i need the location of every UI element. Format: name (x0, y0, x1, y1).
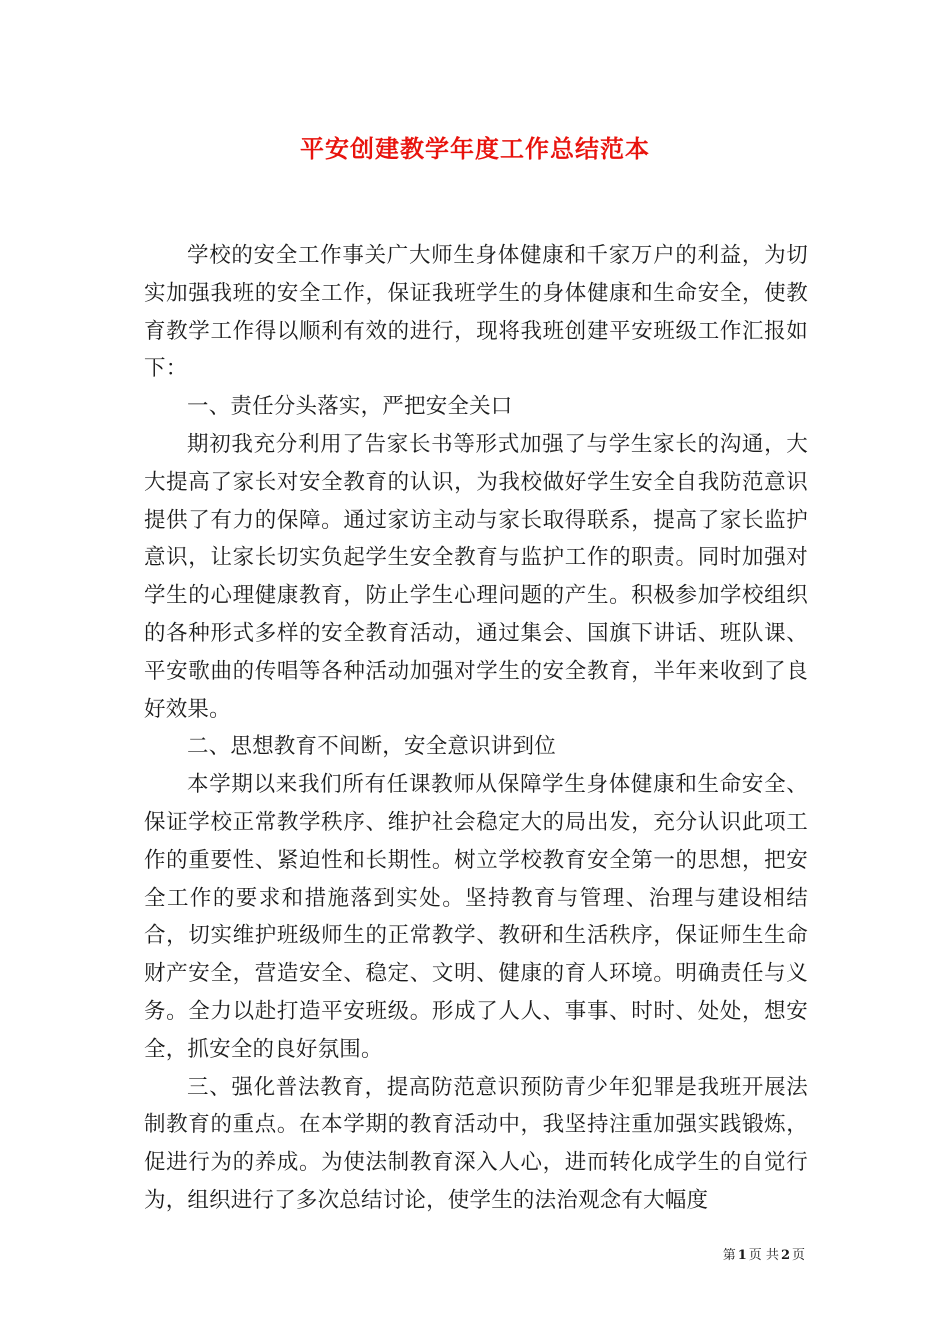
footer-suffix: 页 (791, 1248, 805, 1263)
section-paragraph-3: 三、强化普法教育，提高防范意识预防青少年犯罪是我班开展法制教育的重点。在本学期的教育活动中，我坚持注重加强实践锻炼，促进行为的养成。为使法制教育深入人心，进而转化成学生的自觉行为，组织进行了多次总结讨论，使学生的法治观念有大幅度 (144, 1074, 808, 1213)
footer-prefix: 第 (722, 1248, 736, 1263)
footer-middle: 页 共 (748, 1248, 779, 1263)
intro-paragraph: 学校的安全工作事关广大师生身体健康和千家万户的利益，为切实加强我班的安全工作，保证我班学生的身体健康和生命安全，使教育教学工作得以顺利有效的进行，现将我班创建平安班级工作汇报如下： (144, 243, 808, 382)
current-page-number: 1 (737, 1248, 747, 1263)
section-heading-1: 一、责任分头落实，严把安全关口 (187, 394, 513, 420)
section-paragraph-1: 期初我充分利用了告家长书等形式加强了与学生家长的沟通，大大提高了家长对安全教育的认识，为我校做好学生安全自我防范意识提供了有力的保障。通过家访主动与家长取得联系，提高了家长监护意识，让家长切实负起学生安全教育与监护工作的职责。同时加强对学生的心理健康教育，防止学生心理问题的产生。积极参加学校组织的各种形式多样的安全教育活动，通过集会、国旗下讲话、班队课、平安歌曲的传唱等各种活动加强对学生的安全教育，半年来收到了良好效果。 (144, 431, 808, 722)
document-title: 平安创建教学年度工作总结范本 (300, 134, 650, 163)
total-page-number: 2 (780, 1248, 790, 1263)
section-paragraph-2: 本学期以来我们所有任课教师从保障学生身体健康和生命安全、保证学校正常教学秩序、维护社会稳定大的局出发，充分认识此项工作的重要性、紧迫性和长期性。树立学校教育安全第一的思想，把安全工作的要求和措施落到实处。坚持教育与管理、治理与建设相结合，切实维护班级师生的正常教学、教研和生活秩序，保证师生生命财产安全，营造安全、稳定、文明、健康的育人环境。明确责任与义务。全力以赴打造平安班级。形成了人人、事事、时时、处处，想安全，抓安全的良好氛围。 (144, 772, 808, 1062)
page-number-footer (723, 1247, 805, 1265)
section-heading-2: 二、思想教育不间断，安全意识讲到位 (187, 734, 556, 760)
document-body (144, 237, 808, 1220)
